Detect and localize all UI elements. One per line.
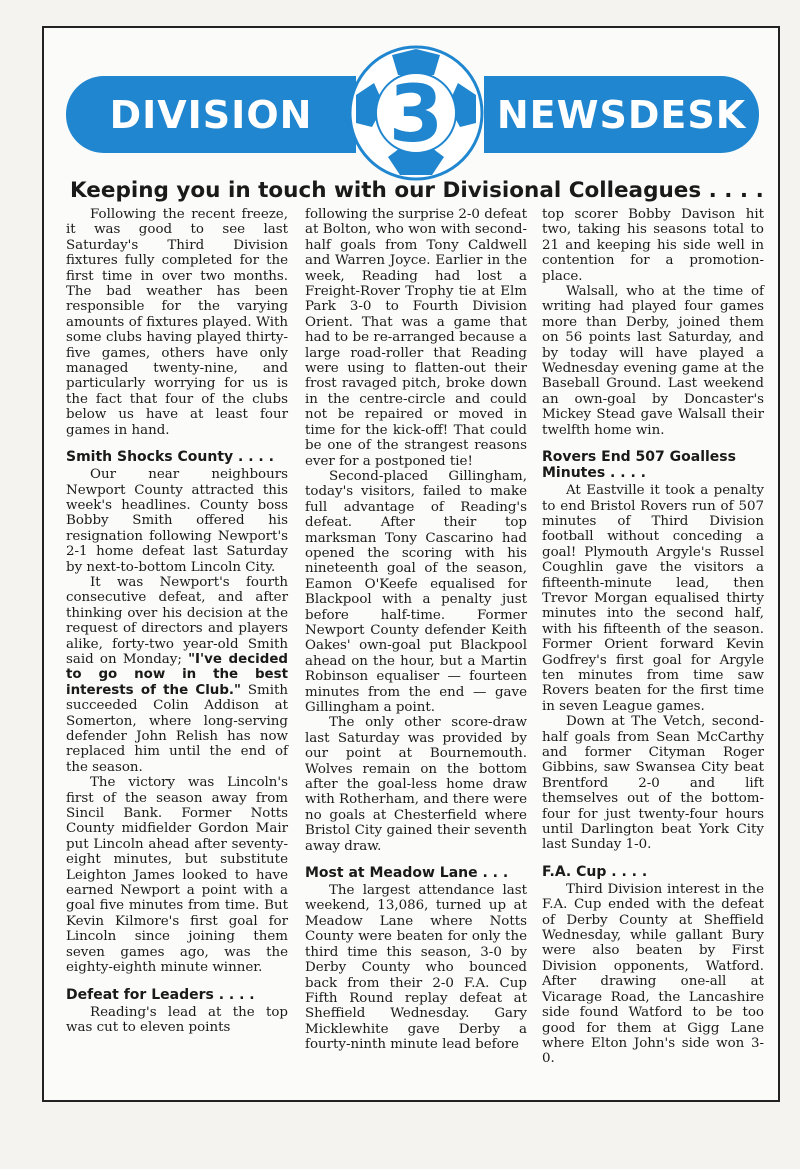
page-headline: Keeping you in touch with our Divisional Colleagues . . . . [70,178,764,203]
meadow-paragraph-1a: The largest attendance last weekend, 13,086, turned up at Meadow Lane where Notts County were beaten for only the third time this season, 3-0 by Derby County who bounced back from their 2-0 F.A. Cup Fifth Round replay defeat at Sheffield Wednesday. Gary Micklewhite gave Derby a fourty-ninth minute lead before [305,883,527,1053]
smith-quote: "I've decided to go now in the best interests of the Club." [66,651,288,698]
rovers-paragraph-2: Down at The Vetch, second-half goals from Sean McCarthy and former Cityman Roger Gibbins, saw Swansea City beat Brentford 2-0 and lift themselves out of the bottom-four for just twenty-four hours until Darlington beat York City last Sunday 1-0. [542,714,764,853]
leaders-paragraph-1b: following the surprise 2-0 defeat at Bolton, who won with second-half goals from Tony Caldwell and Warren Joyce. Earlier in the week, Reading had lost a Freight-Rover Trophy tie at Elm Park 3-0 to Fourth Division Orient. That was a game that had to be re-arranged because a large road-roller that Reading were using to flatten-out their frost ravaged pitch, broke down in the centre-circle and could not be repaired or moved in time for the kick-off! That could be one of the strangest reasons ever for a postponed tie! [305,207,527,469]
meadow-paragraph-2: Walsall, who at the time of writing had played four games more than Derby, joined them on 56 points last Saturday, and by today will have played a Wednesday evening game at the Baseball Ground. Last weekend an own-goal by Doncaster's Mickey Stead gave Walsall their twelfth home win. [542,284,764,438]
leaders-paragraph-1a: Reading's lead at the top was cut to eleven points [66,1004,288,1035]
smith-heading: Smith Shocks County . . . . [66,449,274,466]
column-2 [305,207,527,1053]
smith-text-a: It was Newport's fourth consecutive defeat, and after thinking over his decision at the request of directors and players alike, forty-two year-old Smith said on Monday; [66,574,288,667]
intro-paragraph: Following the recent freeze, it was good to see last Saturday's Third Division fixtures fully completed for the first time in over two months. The bad weather has been responsible for the varying amounts of fixtures played. With some clubs having played thirty-five games, others have only managed twenty-nine, and particularly worrying for us is the fact that four of the clubs below us have at least four games in hand. [66,207,288,438]
leaders-heading: Defeat for Leaders . . . . [66,986,255,1003]
football-logo-icon [348,45,484,181]
leaders-paragraph-2: Second-placed Gillingham, today's visitors, failed to make full advantage of Reading's defeat. After their top marksman Tony Cascarino had opened the scoring with his nineteenth goal of the season, Eamon O'Keefe equalised for Blackpool with a penalty just before half-time. Former Newport County defender Keith Oakes' own-goal put Blackpool ahead on the hour, but a Martin Robinson equaliser — fourteen minutes from the end — gave Gillingham a point. [305,468,527,715]
column-1 [66,207,288,1035]
rovers-heading: Rovers End 507 Goalless Minutes . . . . [542,449,736,482]
smith-paragraph-1: Our near neighbours Newport County attracted this week's headlines. County boss Bobby Smith offered his resignation following Newport's 2-1 home defeat last Saturday by next-to-bottom Lincoln City. [66,467,288,575]
banner-title-left: DIVISION [66,76,356,153]
smith-text-b: Smith succeeded Colin Addison at Somerton, where long-serving defender John Relish has now replaced him until the end of the season. [66,682,288,775]
leaders-paragraph-3: The only other score-draw last Saturday was provided by our point at Bournemouth. Wolves remain on the bottom after the goal-less home draw with Rotherham, and there were no goals at Chesterfield where Bristol City gained their seventh away draw. [305,715,527,854]
smith-paragraph-2 [66,575,288,775]
facup-heading: F.A. Cup . . . . [542,863,648,880]
facup-paragraph-1: Third Division interest in the F.A. Cup ended with the defeat of Derby County at Sheffield Wednesday, while gallant Bury were also beaten by First Division opponents, Watford. After drawing one-all at Vicarage Road, the Lancashire side found Watford to be too good for them at Gigg Lane where Elton John's side won 3-0. [542,881,764,1067]
banner-title-right: NEWSDESK [484,76,759,153]
division-banner [66,70,759,160]
meadow-heading: Most at Meadow Lane . . . [305,865,509,882]
rovers-paragraph-1: At Eastville it took a penalty to end Bristol Rovers run of 507 minutes of Third Division football without conceding a goal! Plymouth Argyle's Russel Coughlin gave the visitors a fifteenth-minute lead, then Trevor Morgan equalised thirty minutes into the second half, with his fifteenth of the season. Former Orient forward Kevin Godfrey's first goal for Argyle ten minutes from time saw Rovers beaten for the first time in seven League games. [542,483,764,714]
meadow-paragraph-1b: top scorer Bobby Davison hit two, taking his seasons total to 21 and keeping his side well in contention for a promotion-place. [542,207,764,284]
smith-paragraph-3: The victory was Lincoln's first of the season away from Sincil Bank. Former Notts County midfielder Gordon Mair put Lincoln ahead after seventy-eight minutes, but substitute Leighton James looked to have earned Newport a point with a goal five minutes from time. But Kevin Kilmore's first goal for Lincoln since joining them seven games ago, was the eighty-eighth minute winner. [66,775,288,976]
division-number: 3 [388,70,444,160]
column-3 [542,207,764,1067]
